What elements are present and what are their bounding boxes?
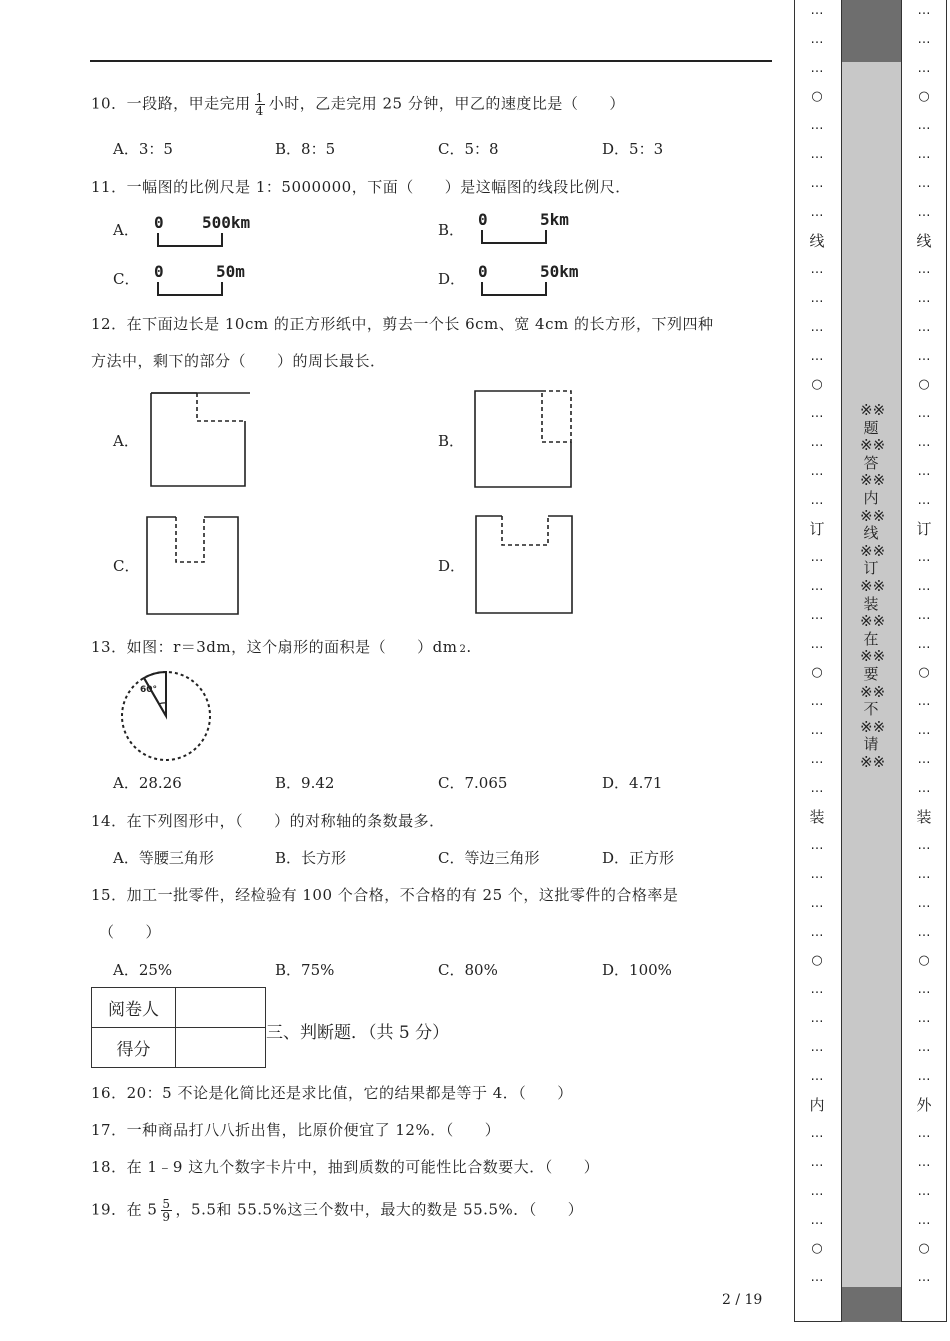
q13-option-c[interactable]: C．7.065 — [438, 774, 508, 792]
mixed-fraction: $\frac{5}{9}$ — [162, 1197, 171, 1224]
question-15-line1: 15．加工一批零件，经检验有 100 个合格，不合格的有 25 个，这批零件的合格率是 — [91, 886, 679, 904]
binding-dots: … — [810, 867, 824, 882]
binding-dots: … — [917, 1126, 931, 1142]
sector-angle-label: 60° — [140, 685, 158, 695]
binding-dots: … — [917, 780, 931, 796]
binding-dots: … — [810, 694, 824, 710]
q15-option-c[interactable]: C．80% — [438, 961, 498, 979]
q10-option-a[interactable]: A．3：5 — [113, 140, 173, 158]
page-number: 2 / 19 — [722, 1292, 763, 1308]
q12-option-a[interactable]: A． — [113, 432, 139, 450]
binding-dots: … — [917, 1183, 931, 1199]
binding-dots: … — [810, 319, 824, 335]
binding-dots: … — [917, 406, 931, 422]
q11-option-d[interactable]: D． — [438, 270, 466, 288]
binding-dots: … — [810, 838, 824, 854]
binding-dots: … — [810, 60, 824, 76]
binding-circle: ○ — [918, 1241, 930, 1257]
q11-option-b[interactable]: B． — [438, 221, 465, 239]
binding-label: 装 — [809, 808, 825, 827]
binding-dots: … — [810, 1039, 824, 1055]
question-12-line2: 方法中，剩下的部分（ ）的周长最长． — [91, 352, 386, 370]
binding-dots: … — [810, 751, 824, 767]
binding-dots: … — [917, 435, 931, 450]
binding-circle: ○ — [811, 377, 823, 393]
binding-dots: … — [810, 1068, 824, 1084]
binding-label: 订 — [916, 520, 932, 539]
binding-dots: … — [810, 607, 824, 623]
binding-dots: … — [810, 31, 824, 47]
binding-dots: … — [917, 550, 931, 566]
binding-dots: … — [917, 1212, 931, 1228]
binding-dots: … — [810, 463, 824, 479]
binding-dots: … — [810, 1155, 824, 1170]
q11-option-a[interactable]: A． — [113, 221, 139, 239]
binding-dots: … — [917, 3, 931, 18]
binding-dots: … — [810, 1011, 824, 1026]
scale-bar-c: 0 50m — [152, 262, 272, 298]
binding-dots: … — [917, 118, 931, 134]
binding-dots: … — [917, 1011, 931, 1026]
binding-circle: ○ — [918, 953, 930, 969]
binding-circle: ○ — [811, 89, 823, 105]
binding-column-outer — [902, 0, 946, 1322]
binding-dots: … — [917, 895, 931, 911]
scale-bar-b: 0 5km — [476, 210, 596, 246]
binding-dots: … — [810, 1212, 824, 1228]
q13-option-d[interactable]: D．4.71 — [602, 774, 663, 792]
binding-dots: … — [810, 550, 824, 566]
binding-dots: … — [917, 867, 931, 882]
question-13: 13．如图：r＝3dm，这个扇形的面积是（ ）dm 2. — [91, 638, 472, 656]
q14-option-d[interactable]: D．正方形 — [602, 849, 675, 867]
binding-label: 线 — [916, 232, 932, 251]
binding-circle: ○ — [811, 1241, 823, 1257]
q12-figure-d — [475, 515, 575, 615]
binding-dots: … — [810, 780, 824, 796]
q14-option-a[interactable]: A．等腰三角形 — [113, 849, 214, 867]
question-11: 11．一幅图的比例尺是 1：5000000，下面（ ）是这幅图的线段比例尺． — [91, 178, 631, 196]
q14-option-b[interactable]: B．长方形 — [275, 849, 347, 867]
binding-dots: … — [917, 924, 931, 940]
q12-figure-c — [146, 516, 240, 616]
binding-dots: … — [917, 319, 931, 335]
binding-dots: … — [810, 492, 824, 508]
q13-option-b[interactable]: B．9.42 — [275, 774, 335, 792]
binding-dots: … — [810, 3, 824, 18]
reviewer-cell[interactable] — [176, 988, 266, 1028]
binding-dots: … — [810, 348, 824, 364]
binding-dots: … — [917, 262, 931, 278]
q12-figure-b — [474, 390, 574, 490]
q14-option-c[interactable]: C．等边三角形 — [438, 849, 540, 867]
binding-dots: … — [810, 982, 824, 998]
binding-dots: … — [917, 291, 931, 306]
binding-dots: … — [810, 262, 824, 278]
q12-option-c[interactable]: C． — [113, 557, 140, 575]
score-table — [91, 987, 266, 1068]
binding-dots: … — [917, 1270, 931, 1286]
binding-dots: … — [810, 723, 824, 738]
question-17: 17．一种商品打八八折出售，比原价便宜了 12%．（ ） — [91, 1121, 501, 1139]
question-16: 16．20：5 不论是化简比还是求比值，它的结果都是等于 4．（ ） — [91, 1084, 573, 1102]
binding-dots: … — [810, 1126, 824, 1142]
binding-dots: … — [917, 1039, 931, 1055]
binding-dots: … — [810, 1183, 824, 1199]
binding-dots: … — [917, 982, 931, 998]
q11-option-c[interactable]: C． — [113, 270, 140, 288]
header-rule — [90, 60, 772, 62]
binding-dots: … — [810, 895, 824, 911]
binding-circle: ○ — [918, 89, 930, 105]
binding-circle: ○ — [918, 377, 930, 393]
q12-option-d[interactable]: D． — [438, 557, 466, 575]
binding-warning-text: ※※题※※答※※内※※线※※订※※装※※在※※要※※不※※请※※ — [860, 401, 886, 771]
sector-figure — [118, 668, 214, 764]
q12-option-b[interactable]: B． — [438, 432, 465, 450]
binding-dots: … — [810, 175, 824, 191]
score-label: 得分 — [92, 1028, 176, 1068]
question-19: 19．在 5 $\frac{5}{9}$ ，5.5和 55.5%这三个数中，最大的数是 55.5%．（ ） — [91, 1197, 584, 1224]
binding-label: 线 — [809, 232, 825, 251]
binding-dots: … — [810, 147, 824, 162]
binding-label: 外 — [916, 1096, 932, 1115]
question-12-line1: 12．在下面边长是 10cm 的正方形纸中，剪去一个长 6cm、宽 4cm 的长方形，下列四种 — [91, 315, 714, 333]
binding-label: 装 — [916, 808, 932, 827]
score-cell[interactable] — [176, 1028, 266, 1068]
binding-dots: … — [917, 175, 931, 191]
binding-dots: … — [810, 636, 824, 652]
binding-label: 内 — [809, 1096, 825, 1115]
reviewer-label: 阅卷人 — [92, 988, 176, 1028]
binding-circle: ○ — [811, 665, 823, 681]
q10-option-b[interactable]: B．8：5 — [275, 140, 336, 158]
binding-column-inner — [795, 0, 839, 1322]
binding-dots: … — [917, 838, 931, 854]
binding-cap-bottom — [841, 1287, 902, 1322]
binding-dots: … — [917, 204, 931, 220]
binding-dots: … — [810, 406, 824, 422]
scale-bar-d: 0 50km — [476, 262, 596, 298]
question-15-line2: （ ） — [99, 923, 162, 941]
fraction: $\frac{1}{4}$ — [255, 91, 264, 118]
binding-dots: … — [917, 636, 931, 652]
binding-circle: ○ — [918, 665, 930, 681]
q15-option-a[interactable]: A．25% — [113, 961, 173, 979]
binding-dots: … — [810, 924, 824, 940]
binding-dots: … — [917, 31, 931, 47]
q10-option-c[interactable]: C．5：8 — [438, 140, 499, 158]
binding-dots: … — [810, 1270, 824, 1286]
binding-dots: … — [917, 463, 931, 479]
q15-option-d[interactable]: D．100% — [602, 961, 672, 979]
q13-option-a[interactable]: A．28.26 — [113, 774, 182, 792]
question-14: 14．在下列图形中，（ ）的对称轴的条数最多． — [91, 812, 445, 830]
binding-dots: … — [917, 60, 931, 76]
binding-dots: … — [917, 492, 931, 508]
binding-dots: … — [810, 579, 824, 594]
binding-dots: … — [917, 694, 931, 710]
q12-figure-a — [150, 392, 250, 488]
question-18: 18．在 1﹣9 这九个数字卡片中，抽到质数的可能性比合数要大．（ ） — [91, 1158, 600, 1176]
binding-circle: ○ — [811, 953, 823, 969]
binding-dots: … — [917, 147, 931, 162]
binding-dots: … — [810, 204, 824, 220]
binding-dots: … — [810, 291, 824, 306]
binding-dots: … — [810, 118, 824, 134]
binding-dots: … — [917, 723, 931, 738]
binding-dots: … — [917, 1155, 931, 1170]
binding-dots: … — [917, 348, 931, 364]
section-3-title: 三、判断题．（共 5 分） — [266, 1023, 450, 1043]
question-10: 10．一段路，甲走完用 $\frac{1}{4}$ 小时，乙走完用 25 分钟，甲乙的速度比是（ ） — [91, 91, 625, 118]
binding-dots: … — [917, 607, 931, 623]
binding-label: 订 — [809, 520, 825, 539]
scale-bar-a: 0 500km — [152, 213, 272, 249]
binding-dots: … — [917, 1068, 931, 1084]
q15-option-b[interactable]: B．75% — [275, 961, 335, 979]
binding-dots: … — [917, 579, 931, 594]
binding-dots: … — [810, 435, 824, 450]
binding-cap-top — [841, 0, 902, 62]
binding-dots: … — [917, 751, 931, 767]
q10-option-d[interactable]: D．5：3 — [602, 140, 664, 158]
